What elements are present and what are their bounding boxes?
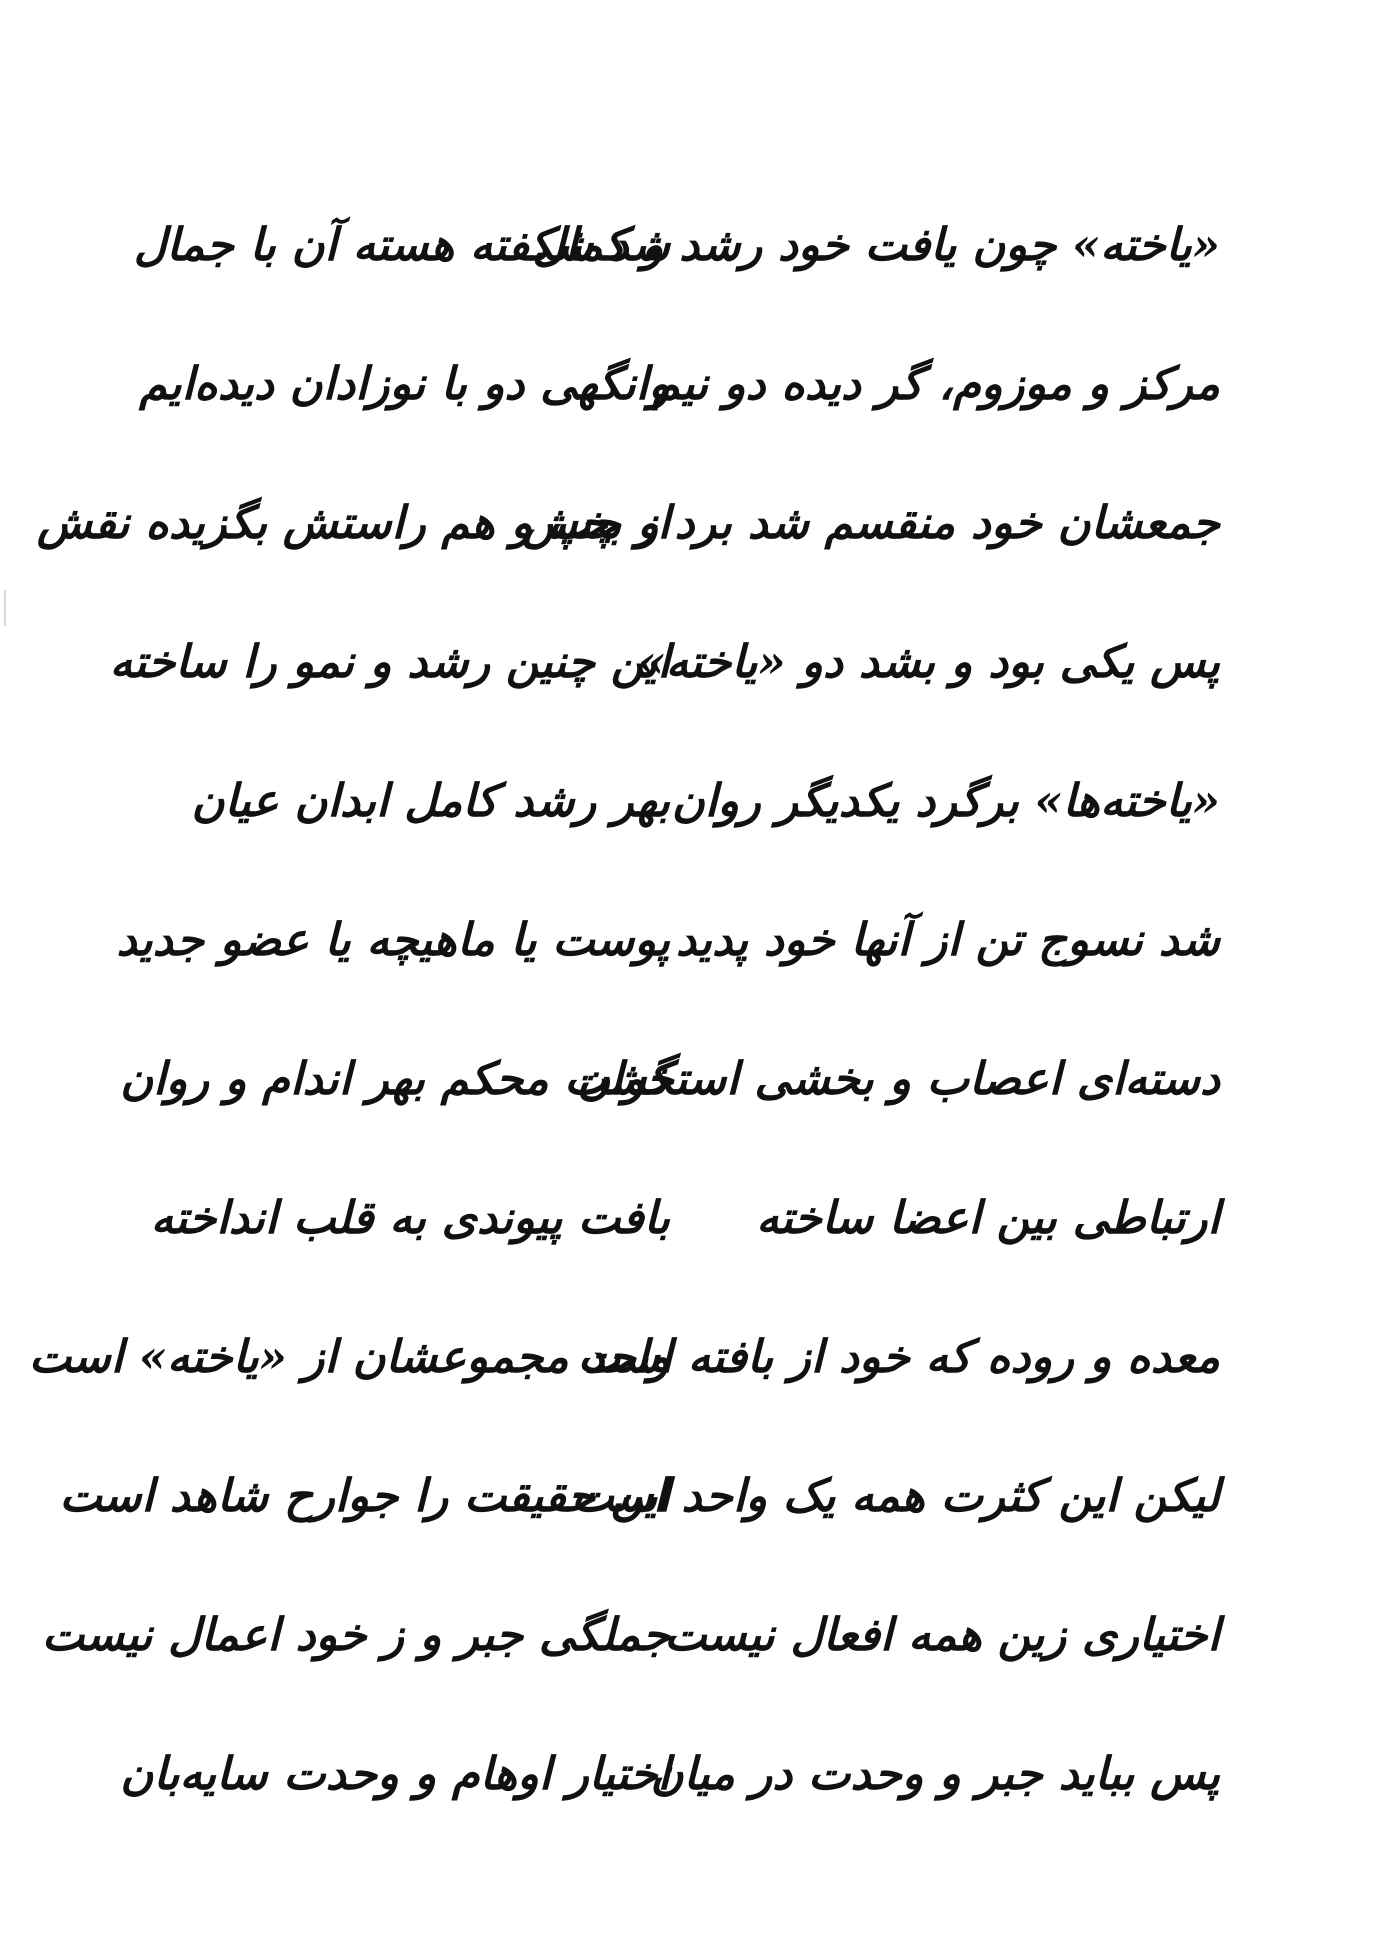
second-hemistich: جملگی جبر و ز خود اعمال نیست [41,1608,670,1661]
margin-mark [4,590,6,626]
first-hemistich: لیکن این کثرت همه یک واحد است [571,1469,1220,1522]
first-hemistich: ارتباطی بین اعضا ساخته [756,1191,1220,1244]
couplet [41,1565,1220,1704]
second-hemistich: از چپ و هم راستش بگزیده نقش [36,496,670,549]
second-hemistich: گشت محکم بهر اندام و روان [120,1052,670,1105]
first-hemistich: جمعشان خود منقسم شد برد و بخش [522,496,1220,549]
second-hemistich: این چنین رشد و نمو را ساخته [109,635,670,688]
first-hemistich: معده و روده که خود از بافته است [577,1330,1220,1383]
second-hemistich: این حقیقت را جوارح شاهد است [59,1469,670,1522]
first-hemistich: دسته‌ای اعصاب و بخشی استخوان [577,1052,1220,1105]
first-hemistich: اختیاری زین همه افعال نیست [664,1608,1220,1661]
first-hemistich: «یاخته‌ها» برگرد یکدیگر روان [671,774,1220,827]
couplet [36,453,1220,592]
second-hemistich: شد شکفته هسته آن با جمال [133,218,670,271]
couplet [150,1148,1220,1287]
first-hemistich: پس یکی بود و بشد دو «یاخته» [637,635,1220,688]
couplet [28,1287,1220,1426]
second-hemistich: بهر رشد کامل ابدان عیان [191,774,670,827]
second-hemistich: اختیار اوهام و وحدت سایه‌بان [120,1747,670,1800]
couplet [191,731,1220,870]
first-hemistich: «یاخته» چون یافت خود رشد و کمال [532,218,1220,271]
couplet [139,314,1220,453]
second-hemistich: وانگهی دو با نوزادان دیده‌ایم [139,357,670,410]
first-hemistich: شد نسوج تن از آنها خود پدید [675,913,1220,966]
first-hemistich: پس بباید جبر و وحدت در میان [650,1747,1220,1800]
couplet [116,870,1220,1009]
second-hemistich: واحد مجموعشان از «یاخته» است [28,1330,670,1383]
couplet [109,592,1220,731]
couplet [120,1009,1220,1148]
couplet [59,1426,1220,1565]
second-hemistich: بافت پیوندی به قلب انداخته [150,1191,670,1244]
couplet [120,1704,1220,1843]
poem [28,175,1220,1843]
first-hemistich: مرکز و موزوم، گر دیده دو نیم [652,357,1220,410]
second-hemistich: پوست یا ماهیچه یا عضو جدید [116,913,670,966]
couplet [133,175,1220,314]
